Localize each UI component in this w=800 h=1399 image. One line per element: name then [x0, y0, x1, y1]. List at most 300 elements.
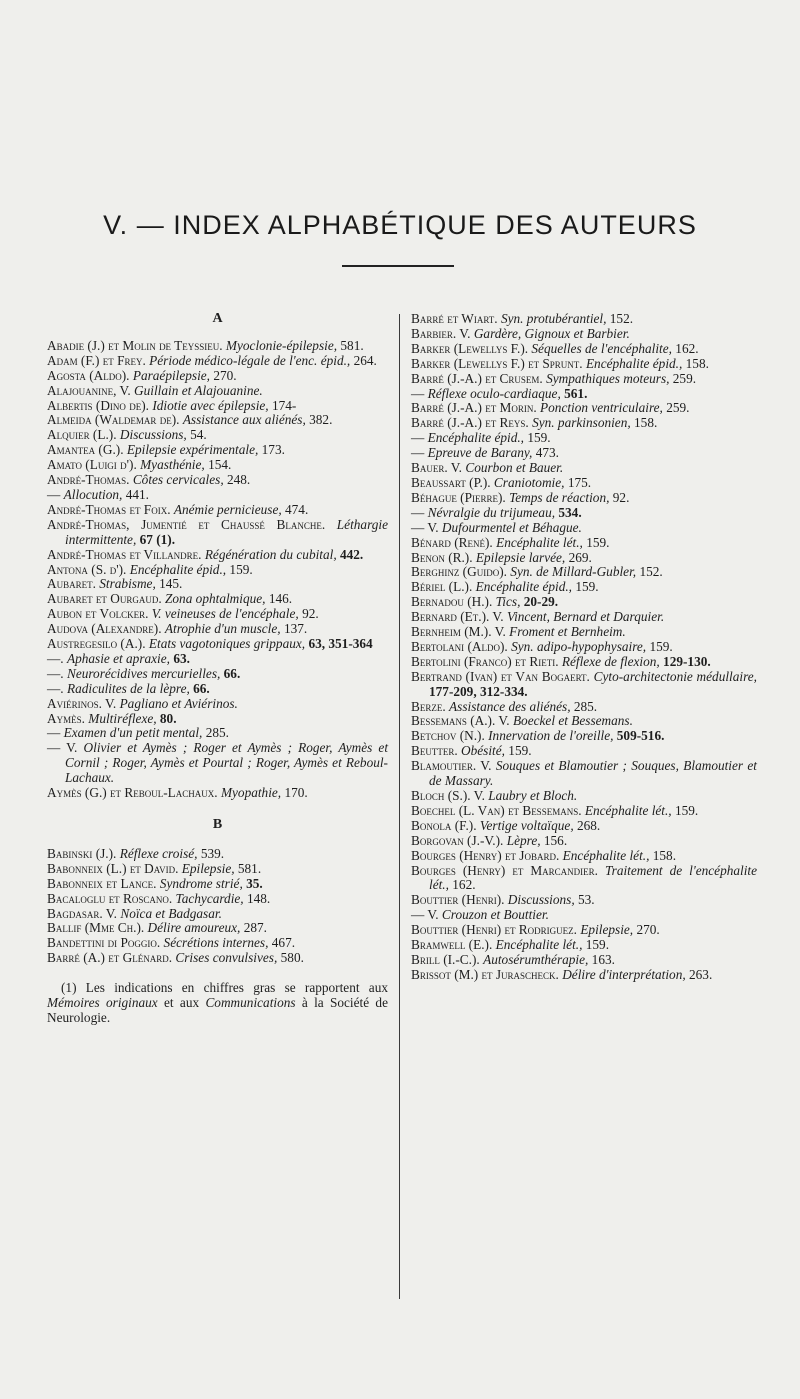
title-rule: [342, 265, 454, 267]
footnote-emphasis-2: Communications: [205, 995, 296, 1011]
author-name: Antona (S. d').: [47, 561, 127, 577]
index-entry: [47, 892, 388, 907]
index-entry: [47, 563, 388, 578]
work-title: Tics,: [495, 594, 521, 610]
page-reference: 146.: [268, 591, 293, 607]
index-entry: [47, 936, 388, 951]
work-title: Encéphalite épid.,: [475, 579, 573, 595]
index-entry: [47, 877, 388, 892]
work-title: Multiréflexe,: [88, 710, 157, 726]
index-entry: [411, 521, 757, 536]
work-title: Syn. protubérantiel,: [500, 311, 607, 326]
author-name: —: [411, 504, 425, 520]
page-reference: 53.: [578, 892, 595, 908]
index-entry: [47, 667, 388, 682]
author-name: Aymès (G.) et Reboul-Lachaux.: [47, 785, 218, 801]
index-entry: [411, 401, 757, 416]
index-entry: [47, 847, 388, 862]
index-entry: [411, 491, 757, 506]
author-name: Aymès.: [47, 710, 85, 726]
author-name: —: [47, 725, 61, 741]
index-entry: [47, 592, 388, 607]
work-title: Allocution,: [63, 486, 123, 502]
author-name: — V.: [47, 740, 78, 756]
work-title: Epreuve de Barany,: [427, 445, 533, 461]
work-title: Epilepsie expérimentale,: [126, 442, 259, 458]
index-entry: [411, 610, 757, 625]
work-title: Aphasie et apraxie,: [66, 650, 170, 666]
page-reference: 66.: [193, 680, 210, 696]
index-entry: [411, 476, 757, 491]
author-name: —.: [47, 680, 64, 696]
index-entry: [411, 893, 757, 908]
author-name: Barré (A.) et Glénard.: [47, 950, 173, 966]
author-name: Audova (Alexandre).: [47, 621, 162, 637]
author-name: Bacaloglu et Roscano.: [47, 890, 173, 906]
page-reference: 269.: [568, 549, 592, 565]
index-entry: [411, 714, 757, 729]
author-name: —.: [47, 665, 64, 681]
work-title: Crises convulsives,: [175, 950, 278, 966]
index-entry: [47, 652, 388, 667]
work-title: Syn. adipo-hypophysaire,: [511, 638, 647, 654]
column-divider: [399, 314, 400, 1299]
page-reference: 159.: [649, 638, 673, 654]
author-name: Brill (I.-C.).: [411, 951, 480, 967]
work-title: Examen d'un petit mental,: [63, 725, 203, 741]
index-entry: [411, 744, 757, 759]
author-name: Bessemans (A.). V.: [411, 713, 510, 729]
author-name: Babonneix et Lance.: [47, 875, 157, 891]
index-entry: [411, 565, 757, 580]
author-name: Almeida (Waldemar de).: [47, 412, 180, 428]
work-title: Gardère, Gignoux et Barbier.: [473, 325, 630, 341]
index-entry: [411, 416, 757, 431]
page-reference: 264.: [353, 352, 377, 368]
work-title: Idiotie avec épilepsie,: [152, 397, 269, 413]
index-entry: [47, 488, 388, 503]
author-name: Abadie (J.) et Molin de Teyssieu.: [47, 337, 223, 353]
work-title: Névralgie du trijumeau,: [427, 504, 556, 520]
index-entry: [411, 849, 757, 864]
work-title: Noïca et Badgasar.: [120, 905, 222, 921]
work-title: Assistance aux aliénés,: [182, 412, 306, 428]
author-name: Bandettini di Poggio.: [47, 935, 161, 951]
index-entry: [411, 461, 757, 476]
author-name: Barré (J.-A.) et Crusem.: [411, 370, 543, 386]
index-entry: [47, 503, 388, 518]
page-reference: 163.: [591, 951, 615, 967]
work-title: Dufourmentel et Béhague.: [441, 519, 582, 535]
author-name: Bénard (René).: [411, 534, 493, 550]
page-reference: 259.: [672, 370, 697, 386]
author-name: Ballif (Mme Ch.).: [47, 920, 145, 936]
page-reference: 534.: [558, 504, 582, 520]
work-title: Vertige voltaïque,: [479, 817, 574, 833]
work-title: Délire d'interprétation,: [562, 966, 686, 982]
index-entry: [411, 655, 757, 670]
page-reference: 156.: [543, 832, 568, 848]
page-reference: 92.: [302, 606, 319, 622]
author-name: Boechel (L. Van) et Bessemans.: [411, 802, 582, 818]
work-title: Léthargie intermittente,: [65, 516, 388, 547]
work-title: Encéphalite épid.,: [427, 430, 524, 446]
index-entry: [47, 548, 388, 563]
page-title: V. — INDEX ALPHABÉTIQUE DES AUTEURS: [103, 210, 697, 240]
index-entry: [411, 357, 757, 372]
index-entry: [411, 551, 757, 566]
footnote-text-2: et aux: [164, 995, 200, 1011]
work-title: Temps de réaction,: [509, 489, 610, 505]
index-entry: [411, 312, 757, 327]
page-reference: 66.: [223, 665, 241, 681]
work-title: Myasthénie,: [140, 457, 205, 473]
work-title: Innervation de l'oreille,: [488, 728, 614, 744]
author-name: Bertrand (Ivan) et Van Bogaert.: [411, 668, 590, 684]
work-title: Sécrétions internes,: [163, 935, 269, 951]
page-reference: 173.: [261, 442, 285, 458]
index-entry: [411, 938, 757, 953]
index-entry: [47, 921, 388, 936]
author-name: Bagdasar. V.: [47, 905, 117, 921]
page-reference: 152.: [609, 311, 634, 326]
work-title: Réflexe de flexion,: [561, 653, 660, 669]
work-title: Sympathiques moteurs,: [546, 370, 670, 386]
page-reference: 158.: [652, 847, 677, 863]
index-entry: [411, 342, 757, 357]
index-entry: [411, 908, 757, 923]
author-name: Beaussart (P.).: [411, 474, 491, 490]
left-column: [47, 312, 388, 1038]
index-entry: [411, 819, 757, 834]
author-name: Amato (Luigi d').: [47, 457, 137, 473]
author-name: Albertis (Dino de).: [47, 397, 149, 413]
page-reference: 473.: [535, 445, 559, 461]
work-title: Atrophie d'un muscle,: [164, 621, 281, 637]
work-title: Lèpre,: [506, 832, 541, 848]
index-entry: [411, 536, 757, 551]
page-reference: 270.: [636, 922, 660, 938]
work-title: Syn. de Millard-Gubler,: [510, 564, 637, 580]
page-reference: 54.: [190, 427, 207, 443]
index-entry: [47, 443, 388, 458]
work-title: Myoclonie-épilepsie,: [225, 337, 338, 353]
page-reference: 148.: [246, 890, 271, 906]
author-name: — V.: [411, 519, 439, 535]
work-title: Laubry et Bloch.: [488, 788, 578, 803]
index-entry: [47, 428, 388, 443]
index-entry: [47, 907, 388, 922]
page-reference: 35.: [246, 875, 263, 891]
index-entry: [47, 726, 388, 741]
page-reference: 287.: [243, 920, 267, 936]
footnote-text-1: (1) Les indications en chiffres gras se rapportent aux: [61, 980, 388, 996]
index-entry: [411, 968, 757, 983]
author-name: André-Thomas.: [47, 472, 130, 488]
index-entry: [47, 786, 388, 801]
page-reference: 170.: [284, 785, 308, 801]
author-name: Bernard (Et.). V.: [411, 609, 504, 625]
work-title: Ponction ventriculaire,: [540, 400, 663, 416]
author-name: Amantea (G.).: [47, 442, 124, 458]
author-name: Borgovan (J.-V.).: [411, 832, 504, 848]
page-reference: 63.: [173, 650, 190, 666]
page-reference: 159.: [527, 430, 551, 446]
index-entry: [47, 712, 388, 727]
work-title: Epilepsie,: [181, 860, 235, 876]
work-title: Boeckel et Bessemans.: [512, 713, 633, 729]
author-name: Bernadou (H.).: [411, 594, 493, 610]
index-entry: [47, 369, 388, 384]
index-entry: [411, 595, 757, 610]
index-entry: [411, 670, 757, 700]
author-name: Brissot (M.) et Jurascheck.: [411, 966, 559, 982]
page-reference: 152.: [639, 564, 663, 580]
page-reference: 580.: [280, 950, 304, 966]
footnote: [47, 980, 388, 1025]
index-entry: [411, 804, 757, 819]
page-reference: 268.: [576, 817, 601, 833]
work-title: Syndrome strié,: [159, 875, 243, 891]
work-title: Délire amoureux,: [147, 920, 241, 936]
work-title: Myopathie,: [220, 785, 282, 801]
page-reference: 441.: [125, 486, 149, 502]
index-entry: [411, 372, 757, 387]
work-title: Paraépilepsie,: [132, 367, 211, 383]
page-reference: 442.: [339, 546, 364, 562]
page-reference: 129-130.: [663, 653, 711, 669]
work-title: Courbon et Bauer.: [465, 460, 564, 476]
work-title: Encéphalite épid.,: [129, 561, 227, 577]
work-title: Craniotomie,: [493, 474, 565, 490]
index-entry: [47, 339, 388, 354]
work-title: Autosérumthérapie,: [483, 951, 589, 967]
author-name: André-Thomas et Foix.: [47, 501, 171, 517]
work-title: Encéphalite lét.,: [496, 534, 583, 550]
index-entry: [411, 923, 757, 938]
author-name: Agosta (Aldo).: [47, 367, 130, 383]
index-entry: [47, 607, 388, 622]
footnote-text-3: à la Société de Neurologie.: [47, 995, 388, 1026]
index-entry: [411, 864, 757, 894]
work-title: Période médico-légale de l'enc. épid.,: [149, 352, 351, 368]
section-letter-a: A: [212, 311, 223, 326]
author-name: Austregesilo (A.).: [47, 636, 146, 652]
author-name: —: [411, 430, 425, 446]
work-title: Encéphalite épid.,: [585, 355, 683, 371]
index-entry: [47, 741, 388, 786]
work-title: Réflexe oculo-cardiaque,: [427, 385, 561, 401]
page-reference: 92.: [612, 489, 630, 505]
section-letter-b: B: [212, 817, 223, 832]
author-name: Aubaret.: [47, 576, 96, 592]
author-name: Bériel (L.).: [411, 579, 473, 595]
index-entry: [47, 622, 388, 637]
page-reference: 159.: [585, 937, 610, 953]
index-entry: [47, 384, 388, 399]
author-name: Bloch (S.). V.: [411, 788, 485, 803]
author-name: Bramwell (E.).: [411, 937, 493, 953]
index-entry: [47, 862, 388, 877]
author-name: Barker (Lewellys F.).: [411, 340, 529, 356]
section-a-entries: [47, 339, 388, 801]
author-name: Bernheim (M.). V.: [411, 624, 506, 640]
index-entry: [47, 577, 388, 592]
author-name: André-Thomas et Villandre.: [47, 546, 202, 562]
work-title: Neurorécidives mercurielles,: [66, 665, 221, 681]
page-reference: 159.: [674, 802, 699, 818]
index-entry: [47, 637, 388, 652]
work-title: Discussions,: [119, 427, 187, 443]
page-reference: 159.: [586, 534, 610, 550]
author-name: Blamoutier. V.: [411, 758, 492, 774]
page-reference: 175.: [567, 474, 592, 490]
index-entry: [47, 354, 388, 369]
page-reference: 137.: [283, 621, 308, 637]
author-name: André-Thomas, Jumentié et Chaussé Blanche.: [47, 516, 326, 532]
author-name: Bouttier (Henri).: [411, 892, 505, 908]
work-title: Assistance des aliénés,: [449, 698, 571, 714]
page-reference: 158.: [634, 415, 658, 431]
footnote-emphasis-1: Mémoires originaux: [47, 995, 158, 1011]
author-name: Bertolini (Franco) et Rieti.: [411, 653, 559, 669]
author-name: Barré (J.-A.) et Reys.: [411, 415, 529, 431]
author-name: Barré (J.-A.) et Morin.: [411, 400, 537, 416]
index-entry: [411, 506, 757, 521]
author-name: —: [411, 385, 425, 401]
work-title: Etats vagotoniques grippaux,: [148, 636, 306, 652]
work-title: Souques et Blamoutier ; Souques, Blamoutier et de Massary.: [429, 758, 757, 789]
author-name: Berghinz (Guido).: [411, 564, 507, 580]
right-column-entries: [411, 312, 757, 983]
page-reference: 248.: [226, 472, 251, 488]
index-entry: [411, 625, 757, 640]
page-reference: 158.: [685, 355, 709, 371]
page-reference: 285.: [573, 698, 598, 714]
page-reference: 154.: [208, 457, 232, 473]
index-entry: [411, 431, 757, 446]
work-title: V. veineuses de l'encéphale,: [151, 606, 299, 622]
page-reference: 174-: [271, 397, 297, 413]
page-reference: 63, 351-364: [308, 636, 373, 652]
work-title: Obésité,: [461, 743, 505, 759]
page-reference: 561.: [564, 385, 588, 401]
work-title: Tachycardie,: [175, 890, 244, 906]
page-reference: 177-209, 312-334.: [429, 683, 528, 699]
index-entry: [411, 789, 757, 804]
index-entry: [411, 729, 757, 744]
page-reference: 162.: [452, 877, 476, 893]
work-title: Epilepsie larvée,: [475, 549, 566, 565]
index-entry: [411, 580, 757, 595]
index-entry: [47, 473, 388, 488]
author-name: Berze.: [411, 698, 446, 714]
author-name: Bertolani (Aldo).: [411, 638, 508, 654]
page-reference: 474.: [285, 501, 309, 517]
author-name: Aubaret et Ourgaud.: [47, 591, 162, 607]
work-title: Côtes cervicales,: [132, 472, 224, 488]
index-entry: [411, 640, 757, 655]
index-entry: [47, 682, 388, 697]
index-entry: [411, 834, 757, 849]
work-title: Encéphalite lét.,: [562, 847, 650, 863]
page-reference: 162.: [675, 340, 699, 356]
page-reference: 285.: [205, 725, 229, 741]
work-title: Encéphalite lét.,: [495, 937, 583, 953]
author-name: Barbier. V.: [411, 325, 471, 341]
page-reference: 539.: [200, 845, 225, 861]
work-title: Réflexe croisé,: [119, 845, 198, 861]
section-b-entries: [47, 847, 388, 966]
author-name: Bauer. V.: [411, 460, 462, 476]
work-title: Séquelles de l'encéphalite,: [531, 340, 672, 356]
index-entry: [411, 387, 757, 402]
page-reference: 67 (1).: [139, 531, 176, 547]
author-name: Alajouanine, V.: [47, 382, 131, 398]
index-entry: [411, 700, 757, 715]
work-title: Vincent, Bernard et Darquier.: [506, 609, 665, 625]
index-entry: [47, 399, 388, 414]
work-title: Encéphalite lét.,: [584, 802, 672, 818]
page-reference: 270.: [213, 367, 237, 383]
author-name: Alquier (L.).: [47, 427, 117, 443]
author-name: Aviérinos. V.: [47, 695, 117, 711]
page-reference: 159.: [229, 561, 253, 577]
work-title: Epilepsie,: [580, 922, 634, 938]
author-name: Bourges (Henry) et Marcandier.: [411, 862, 598, 878]
page-reference: 581.: [237, 860, 262, 876]
work-title: Zona ophtalmique,: [165, 591, 266, 607]
index-entry: [411, 953, 757, 968]
author-name: Bonola (F.).: [411, 817, 477, 833]
page-reference: 145.: [159, 576, 183, 592]
work-title: Froment et Bernheim.: [509, 624, 626, 640]
page-reference: 259.: [666, 400, 690, 416]
author-name: Aubon et Volcker.: [47, 606, 149, 622]
index-entry: [47, 518, 388, 548]
right-column: [411, 312, 757, 983]
page-reference: 263.: [689, 966, 713, 982]
page-reference: 159.: [575, 579, 599, 595]
work-title: Anémie pernicieuse,: [173, 501, 282, 517]
author-name: — V.: [411, 907, 439, 923]
author-name: Adam (F.) et Frey.: [47, 352, 146, 368]
author-name: Barker (Lewellys F.) et Sprunt.: [411, 355, 583, 371]
work-title: Traitement de l'encéphalite lét.,: [429, 862, 757, 893]
work-title: Guillain et Alajouanine.: [134, 382, 263, 398]
author-name: Bouttier (Henri) et Rodriguez.: [411, 922, 577, 938]
page-reference: 20-29.: [523, 594, 559, 610]
index-entry: [47, 951, 388, 966]
page-reference: 581.: [340, 337, 364, 353]
page-reference: 382.: [309, 412, 333, 428]
page-reference: 159.: [508, 743, 532, 759]
index-entry: [47, 697, 388, 712]
work-title: Crouzon et Bouttier.: [441, 907, 549, 923]
work-title: Discussions,: [507, 892, 575, 908]
author-name: Babinski (J.).: [47, 845, 117, 861]
author-name: Betchov (N.).: [411, 728, 485, 744]
index-entry: [411, 446, 757, 461]
index-entry: [47, 413, 388, 428]
page-reference: 80.: [159, 710, 177, 726]
author-name: Béhague (Pierre).: [411, 489, 506, 505]
page-reference: 467.: [271, 935, 296, 951]
page-reference: 509-516.: [616, 728, 665, 744]
work-title: Régénération du cubital,: [204, 546, 337, 562]
index-entry: [411, 327, 757, 342]
author-name: Babonneix (L.) et David.: [47, 860, 179, 876]
